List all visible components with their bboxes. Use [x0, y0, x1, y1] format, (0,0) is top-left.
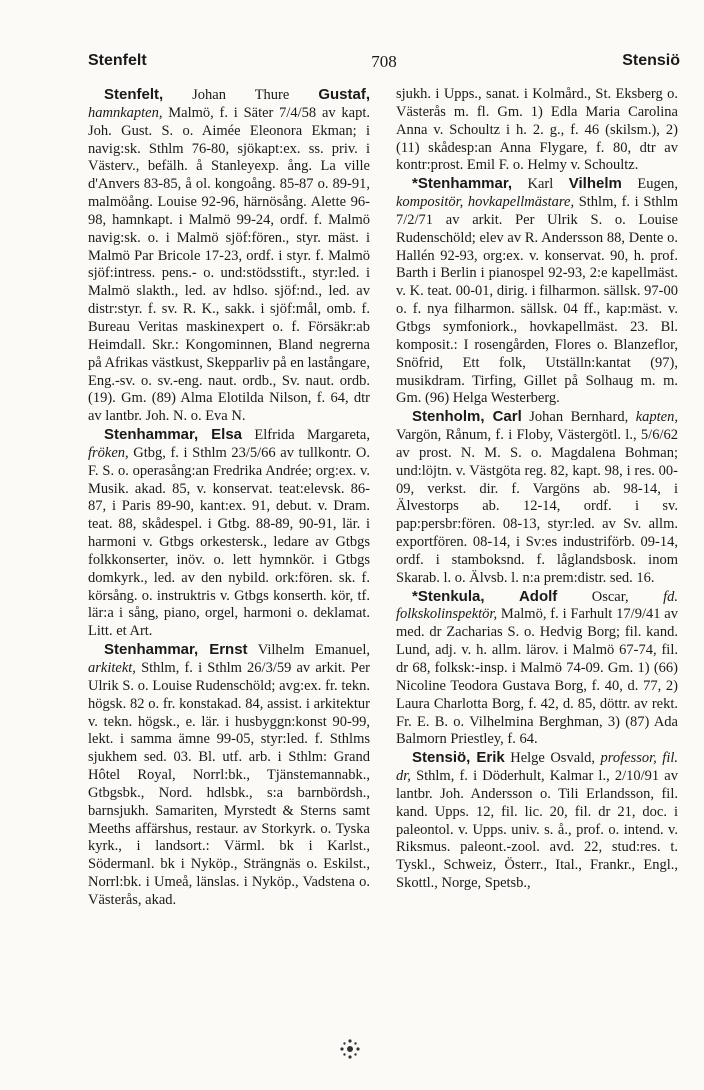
entry-text: Malmö, f. i Farhult 17/9/41 av med. dr Zacharias S. o. Hedvig Borg; fil. kand. Lund, adj. v. h. allm. lärov. i Malmö 67-74, fil. dr 68, folksk:-insp. i Malmö 74-09. Gm. 1) (66) Nicoline Teodora Gustava Borg, f. 40, d. 77, 2) Laura Charlotta Borg, f. 42, d. 85, döttr. av rekt. Fr. E. B. o. Vilhelmina Berghman, 3) (87) Ada Balmorn Priestley, f. 64. — [396, 606, 678, 748]
entry-occupation: arkitekt, — [88, 660, 136, 676]
entry-surname: Stensiö, Erik — [412, 749, 505, 767]
entry-surname: Stenfelt, — [104, 86, 164, 103]
page-number: 708 — [371, 52, 397, 71]
entry-stenkula — [396, 588, 678, 750]
entry-text: Sthlm, f. i Döderhult, Kalmar l., 2/10/91 av lantbr. Joh. Andersson o. Tili Erlandsson, fil. kand. Upps. 12, fil. lic. 20, fil. dr 21, doc. i paleontol. v. Upps. univ. s. å., prof. o. intend. v. Riksmus. paleont.-zool. avd. 22, stud:res. t. Tyskl., Schweiz, Österr., Ital., Frankr., Engl., Skottl., Norge, Spetsb., — [396, 768, 678, 892]
entry-call-name: Vilhelm — [568, 175, 622, 193]
entry-surname: *Stenkula, Adolf — [412, 587, 558, 605]
entry-text: Sthlm, f. i Sthlm 26/3/59 av arkit. Per Ulrik S. o. Louise Rudenschöld; avg:ex. fr. tekn. högsk. 82 o. fr. konstakad. 84, assist. i arkitektur v. tekn. högsk., e. lär. i husbyggn:konst 90-99, lekt. i samma ämne 99-05, styr:led. f. Sthlms sjukhem sed. 03. Bl. utf. arb. i Sthlm: Grand Hôtel Royal, Norrl:bk., Tjänstemannabk., Gtbgsbk., Nord. hdlsbk., s:a barnbördsh., barnsjukh. Samariten, Myrstedt & Sterns samt Meeths affärshus, restaur. av Storkyrk. o. Tyska kyrk., i landsort.: Värml. bk i Karlst., Södermanl. bk i Nyköp., Strängnäs o. Eskilst., Norrl:bk. i Umeå, länslas. i Nyköp., Vadstena o. Västerås, akad. — [88, 660, 370, 908]
entry-stensio — [396, 749, 678, 893]
entry-text: Vargön, Rånum, f. i Floby, Västergötl. l., 5/6/62 av prost. N. M. S. o. Magdalena Bohman; und:löjtn. v. Västgöta reg. 82, kapt. 98, i res. 00-09, verkst. dir. f. Vargöns ab. 98-14, i Älvestorps ab. 12-14, ordf. i sv. pap:persbr:fören. 08-13, styr:led. av Sv. allm. exportfören. 08-14, i Sv:es industriförb. 09-14, ordf. i stamboksnd. f. låglandsbosk. inom Skarab. l. o. Älvsb. l. n:a prem:distr. sed. 16. — [396, 427, 678, 586]
entry-occupation: kapten, — [635, 409, 678, 426]
entry-text: Malmö, f. i Säter 7/4/58 av kapt. Joh. Gust. S. o. Aimée Eleonora Ekman; i navig:sk. Sthlm 76-80, sjökapt:ex. ss. priv. i Västerv., befälh. å Stanleyexp. ång. La ville d'Anvers 83-85, å ol. kongoång. 85-87 o. 89-91, malmöång. Louise 92-96, härnösång. Alette 96-98, hamnkapt. i Malmö 99-24, ordf. f. Malmö navig:sk. o. i Malmö sjöf:fören., styr. mäst. i Malmö Par Bricole 17-23, ordf. i styr. f. Malmö sjöf:intress. pens.- o. und:stödsstift., styr:led. i Malmö slakth., led. av hdlso. sjöf:nd., led. av distr:styr. f. sv. R. K., sakk. i sjöf:mål, omb. f. Bureau Veritas maskinexpert o. f. Försäkr:ab Heimdall. Skr.: Kongominnen, Bland negrerna på Afrikas västkust, Skepparliv på en lastångare, Eng.-sv. o. sv.-eng. naut. ordb., Sv. naut. ordb. (19). Gm. (89) Alma Elotilda Nilson, f. 64, dtr av lantbr. Joh. N. o. Eva N. — [88, 104, 370, 425]
entry-surname: Stenhammar, Elsa — [104, 426, 242, 444]
running-header — [88, 52, 680, 74]
entry-given-names: Johan Bernhard, — [521, 409, 636, 426]
entry-text: sjukh. i Upps., sanat. i Kolmård., St. Eksberg o. Västerås m. fl. Gm. 1) Edla Maria Carolina Anna v. Schoultz i h. 2. g., f. 46 (skilsm.), 2) (11) skådesp:an Anna Flygare, f. 80, dtr av kontr:prost. Emil F. o. Helmy v. Schoultz. — [396, 86, 678, 174]
entry-given-names-after: Eugen, — [621, 176, 679, 193]
entry-stenhammar-elsa — [88, 426, 370, 641]
entry-continuation — [396, 86, 678, 175]
entry-text: Gtbg, f. i Sthlm 23/5/66 av tullkontr. O. F. S. o. operasång:an Fredrika Andrée; org:ex. v. Musik. akad. 85, v. konservat. teat:elevsk. 86-87, i Paris 89-90, kant:ex. 91, debut. v. Dram. teat. 88, skådespel. i Gtbg. 88-89, 90-91, lär. i harmoni v. Gtbgs orkestersk., ledare av Gtbgs folkkonserter, inöv. o. lett hymnkör. i Gtbgs domkyrk., led. av den nybild. ork:fören. sk. f. körsång. o. instruktris v. Gtbgs konserth. kör, tf. lär:a i sång, piano, orgel, harmoni o. deklamat. Litt. et Art. — [88, 444, 370, 640]
entry-surname: Stenhammar, Ernst — [104, 641, 248, 659]
entry-text: Sthlm, f. i Sthlm 7/2/71 av arkit. Per Ulrik S. o. Louise Rudenschöld; elev av R. Andersson 88, Dente o. Hallén 92-93, org:ex. v. konservat. 90, h. prof. Barth i Berlin i pianospel 92-93, 2:e kapellmäst. v. K. teat. 00-01, dirig. i filharmon. sällsk. 97-00 o. f. nya filharmon. sällsk. 04 ff., kap:mäst. v. Gtbgs symfoniork., hovkapellmäst. 23. Bl. komposit.: I rosengården, Flores o. Blanzeflor, Snöfrid, Ett folk, Utställn:kantat (97), musikdram. Tirfing, Gillet på Solhaug m. m. Gm. (96) Helga Westerberg. — [396, 194, 678, 407]
entry-stenfelt — [88, 86, 370, 426]
entry-given-names: Helge Osvald, — [504, 750, 601, 767]
printer-ornament-icon — [338, 1038, 362, 1060]
header-right-catchword: Stensiö — [622, 52, 680, 69]
entry-occupation: fröken, — [88, 444, 129, 461]
entry-call-name: Gustaf, — [318, 86, 370, 103]
entry-occupation: kompositör, hovkapellmästare, — [396, 194, 575, 211]
entry-surname: *Stenhammar, — [412, 175, 513, 193]
entry-given-names: Oscar, — [557, 588, 664, 605]
entry-stenhammar-ernst — [88, 641, 370, 910]
header-left-catchword: Stenfelt — [88, 52, 147, 69]
entry-given-names: Elfrida Margareta, — [242, 427, 370, 444]
entry-given-names: Vilhelm Emanuel, — [247, 642, 370, 659]
entry-surname: Stenholm, Carl — [412, 408, 522, 426]
entry-occupation: fd. folkskolinspektör, — [396, 588, 678, 623]
entry-given-names: Karl — [512, 176, 569, 193]
entry-given-names: Johan Thure — [163, 87, 319, 103]
entry-occupation: professor, fil. dr, — [396, 750, 678, 785]
entry-occupation: hamnkapten, — [88, 104, 163, 121]
right-column — [396, 86, 678, 893]
entry-stenhammar-vilhelm — [396, 175, 678, 408]
entry-stenholm — [396, 408, 678, 587]
left-column — [88, 86, 370, 910]
